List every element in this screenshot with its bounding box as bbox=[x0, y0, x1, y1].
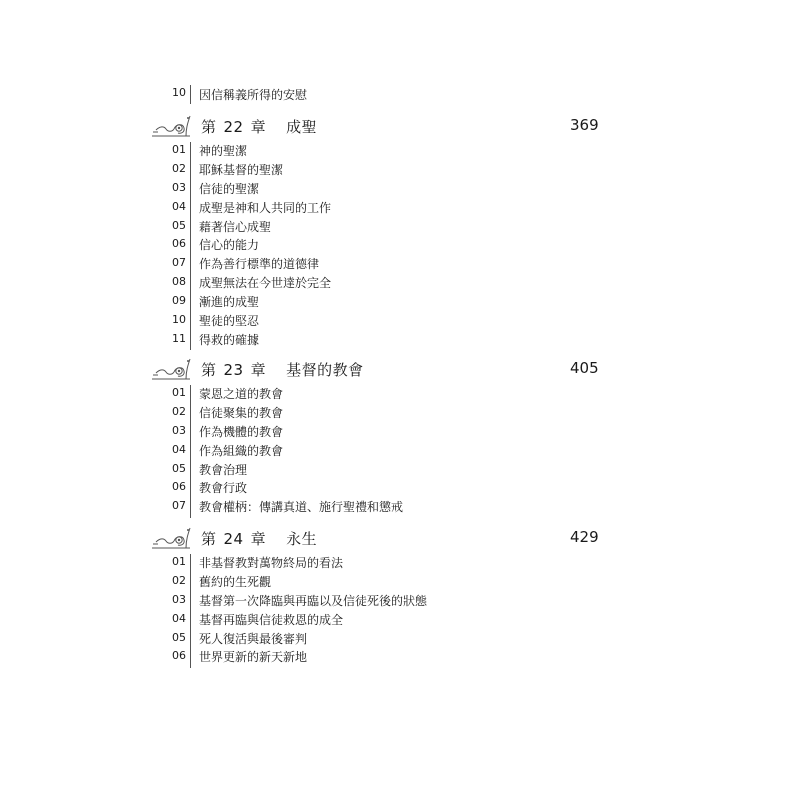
item-title: 教會治理 bbox=[199, 462, 248, 477]
chapter-label: 第 23 章 基督的教會 bbox=[201, 361, 364, 379]
toc-item[interactable] bbox=[140, 142, 600, 161]
chapter-header[interactable] bbox=[140, 357, 600, 385]
item-number: 06 bbox=[172, 480, 186, 494]
toc-item[interactable] bbox=[140, 498, 600, 517]
chapter-title: 基督的教會 bbox=[286, 361, 364, 379]
toc-item[interactable] bbox=[140, 479, 600, 498]
item-title: 漸進的成聖 bbox=[199, 295, 260, 310]
item-number: 11 bbox=[172, 331, 186, 345]
chapter-label: 第 24 章 永生 bbox=[201, 530, 318, 548]
item-title: 作為組織的教會 bbox=[199, 443, 284, 458]
item-number: 04 bbox=[172, 199, 186, 213]
chapter-title: 成聖 bbox=[286, 118, 318, 136]
chapter-page-number: 429 bbox=[570, 528, 599, 546]
item-number: 07 bbox=[172, 256, 186, 270]
toc-item[interactable] bbox=[140, 293, 600, 312]
item-title: 藉著信心成聖 bbox=[199, 219, 272, 234]
chapter-items bbox=[140, 385, 600, 517]
scroll-ornament-icon bbox=[150, 357, 192, 383]
toc-item[interactable] bbox=[140, 161, 600, 180]
item-title: 非基督教對萬物終局的看法 bbox=[199, 556, 344, 570]
toc-item[interactable] bbox=[140, 331, 600, 350]
item-title: 蒙恩之道的教會 bbox=[199, 387, 284, 401]
toc-item[interactable] bbox=[140, 442, 600, 461]
toc-item[interactable] bbox=[140, 423, 600, 442]
chapter-page-number: 369 bbox=[570, 116, 599, 134]
item-number: 04 bbox=[172, 611, 186, 625]
item-title: 死人復活與最後審判 bbox=[199, 631, 308, 646]
item-number: 06 bbox=[172, 237, 186, 251]
vertical-rule bbox=[190, 85, 191, 104]
item-title: 得救的確據 bbox=[199, 332, 260, 347]
item-number: 03 bbox=[172, 180, 186, 194]
item-title: 教會行政 bbox=[199, 481, 248, 496]
toc-item[interactable] bbox=[140, 236, 600, 255]
item-title: 基督第一次降臨與再臨以及信徒死後的狀態 bbox=[199, 593, 428, 608]
item-number: 04 bbox=[172, 442, 186, 456]
item-number: 05 bbox=[172, 461, 186, 475]
item-title: 聖徒的堅忍 bbox=[199, 314, 260, 329]
chapter-header[interactable] bbox=[140, 114, 600, 142]
item-title: 世界更新的新天新地 bbox=[199, 650, 308, 665]
item-number: 09 bbox=[172, 294, 186, 308]
item-number: 05 bbox=[172, 218, 186, 232]
toc-item[interactable] bbox=[140, 648, 600, 667]
item-title: 因信稱義所得的安慰 bbox=[199, 88, 308, 102]
toc-item-prev-chapter-10[interactable] bbox=[140, 85, 600, 104]
chapter-items bbox=[140, 554, 600, 667]
item-number: 03 bbox=[172, 592, 186, 606]
item-number: 01 bbox=[172, 555, 186, 568]
chapter-label: 第 22 章 成聖 bbox=[201, 118, 318, 136]
item-number: 05 bbox=[172, 630, 186, 644]
item-number: 02 bbox=[172, 573, 186, 587]
item-number: 10 bbox=[172, 313, 186, 327]
chapter-title: 永生 bbox=[286, 530, 318, 548]
chapter-24-section bbox=[140, 526, 600, 667]
chapter-items bbox=[140, 142, 600, 350]
item-title: 教會權柄：傳講真道、施行聖禮和懲戒 bbox=[199, 500, 404, 515]
item-number: 06 bbox=[172, 649, 186, 663]
item-title: 信徒的聖潔 bbox=[199, 181, 260, 196]
item-number: 10 bbox=[172, 86, 186, 99]
toc-item[interactable] bbox=[140, 404, 600, 423]
chapter-22-section bbox=[140, 114, 600, 350]
item-title: 成聖是神和人共同的工作 bbox=[199, 200, 332, 215]
toc-item[interactable] bbox=[140, 312, 600, 331]
toc-item[interactable] bbox=[140, 592, 600, 611]
toc-item[interactable] bbox=[140, 180, 600, 199]
item-number: 01 bbox=[172, 386, 186, 399]
item-number: 02 bbox=[172, 161, 186, 175]
chapter-23-section bbox=[140, 357, 600, 517]
toc-item[interactable] bbox=[140, 199, 600, 218]
chapter-header[interactable] bbox=[140, 526, 600, 554]
item-number: 01 bbox=[172, 143, 186, 156]
item-title: 成聖無法在今世達於完全 bbox=[199, 276, 332, 291]
item-title: 信心的能力 bbox=[199, 238, 260, 253]
scroll-ornament-icon bbox=[150, 114, 192, 140]
item-title: 耶穌基督的聖潔 bbox=[199, 162, 284, 177]
toc-item[interactable] bbox=[140, 385, 600, 404]
item-number: 08 bbox=[172, 275, 186, 289]
toc-item[interactable] bbox=[140, 274, 600, 293]
toc-item[interactable] bbox=[140, 218, 600, 237]
toc-item[interactable] bbox=[140, 461, 600, 480]
toc-item[interactable] bbox=[140, 630, 600, 649]
item-number: 02 bbox=[172, 404, 186, 418]
chapter-page-number: 405 bbox=[570, 359, 599, 377]
toc-item[interactable] bbox=[140, 554, 600, 573]
item-title: 信徒聚集的教會 bbox=[199, 405, 284, 420]
item-number: 03 bbox=[172, 423, 186, 437]
item-title: 神的聖潔 bbox=[199, 144, 248, 158]
item-title: 舊約的生死觀 bbox=[199, 574, 272, 589]
item-title: 作為善行標準的道德律 bbox=[199, 257, 320, 272]
toc-item[interactable] bbox=[140, 611, 600, 630]
toc-item[interactable] bbox=[140, 255, 600, 274]
item-title: 基督再臨與信徒救恩的成全 bbox=[199, 612, 344, 627]
scroll-ornament-icon bbox=[150, 526, 192, 552]
toc-item[interactable] bbox=[140, 573, 600, 592]
item-number: 07 bbox=[172, 499, 186, 513]
item-title: 作為機體的教會 bbox=[199, 424, 284, 439]
